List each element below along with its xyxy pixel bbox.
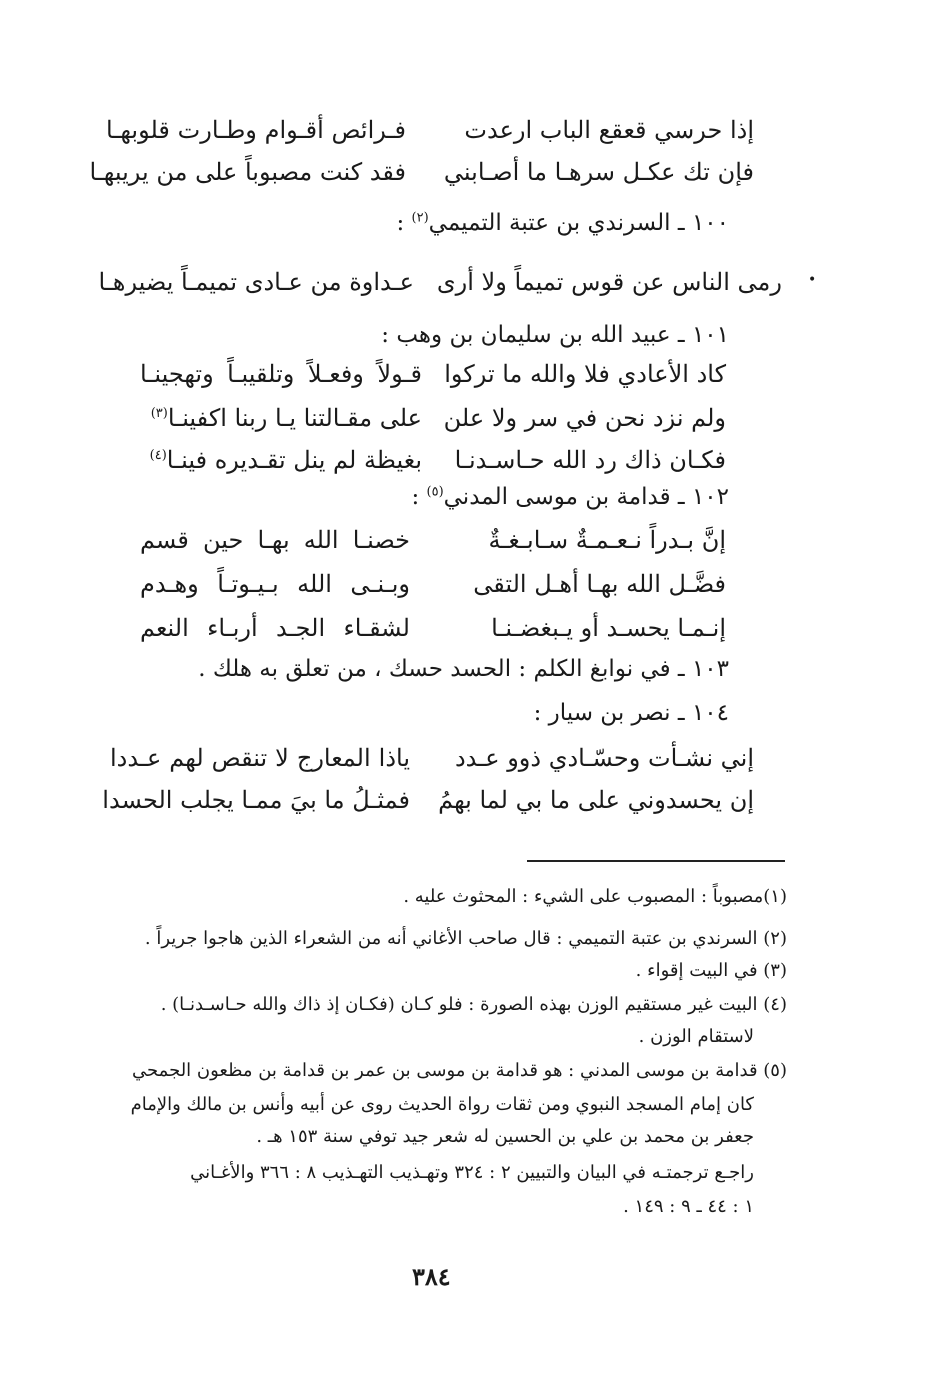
footnote-continuation: لاستقام الوزن . bbox=[638, 1026, 754, 1047]
page-number: ٣٨٤ bbox=[412, 1262, 451, 1291]
footnote: (٢) السرندي بن عتبة التميمي : قال صاحب الأغاني أنه من الشعراء الذين هاجوا جريراً . bbox=[144, 928, 787, 949]
verse-hemistich-right: ولم نزد نحن في سر ولا علن bbox=[443, 404, 726, 432]
footnote-continuation: جعفر بن محمد بن علي بن الحسين له شعر جيد توفي سنة ١٥٣ هـ . bbox=[256, 1126, 754, 1147]
entry-heading-text: ١٠٠ ـ السرندي بن عتبة التميمي bbox=[428, 210, 729, 236]
verse-hemistich-left: وبـنـى الله بـيـوتـاً وهـدم bbox=[140, 570, 410, 598]
footnote-continuation: ١ : ٤٤ ـ ٩ : ١٤٩ . bbox=[623, 1196, 754, 1217]
entry-heading: ١٠٣ ـ في نوابغ الكلم : الحسد حسك ، من تعلق به هلك . bbox=[198, 656, 729, 682]
footnote-continuation: راجـع ترجمتـه في البيان والتبيين ٢ : ٣٢٤ وتهـذيب التهـذيب ٨ : ٣٦٦ والأغـاني bbox=[190, 1162, 754, 1183]
verse-hemistich-left: لشقـاء الجـد أربـاء النعم bbox=[140, 614, 410, 642]
verse-hemistich-left: فقد كنت مصبوباً على من يريبهـا bbox=[89, 158, 406, 186]
footnote-continuation: كان إمام المسجد النبوي ومن ثقات رواة الحديث روى عن أبيه وأنس بن مالك والإمام bbox=[130, 1094, 754, 1115]
verse-hemistich-right: إني نشـأت وحسّـادي ذوو عـدد bbox=[454, 744, 754, 772]
verse-text: على مقـالتنا يـا ربنا اكفينـا bbox=[167, 404, 422, 432]
verse-hemistich-right: إنـمـا يحسـد أو يـبغضـنـا bbox=[491, 614, 726, 642]
verse-hemistich-right: إن يحسدوني على ما بي لما بهمُ bbox=[438, 786, 754, 814]
verse-hemistich-right: إنَّ بـدراً نـعـمـةٌ سـابـغـةٌ bbox=[488, 526, 726, 554]
verse-hemistich-right: فإن تك عكـل سرهـا ما أصـابني bbox=[443, 158, 754, 186]
entry-heading: ١٠١ ـ عبيد الله بن سليمان بن وهب : bbox=[381, 322, 729, 348]
footnote-ref: (٤) bbox=[149, 448, 167, 463]
entry-heading-colon: : bbox=[396, 210, 405, 236]
entry-heading: ١٠٤ ـ نصر بن سيار : bbox=[533, 700, 729, 726]
footnote: (٣) في البيت إقواء . bbox=[635, 960, 787, 981]
footnote-ref: (٣) bbox=[150, 406, 168, 421]
entry-heading-text: ١٠٢ ـ قدامة بن موسى المدني bbox=[443, 484, 729, 510]
footnote: (٥) قدامة بن موسى المدني : هو قدامة بن موسى بن عمر بن قدامة بن مظعون الجمحي bbox=[132, 1060, 787, 1081]
verse-hemistich-right: كاد الأعادي فلا والله ما تركوا bbox=[444, 360, 726, 388]
verse-hemistich-left bbox=[140, 446, 422, 474]
footnote-ref: (٢) bbox=[411, 210, 429, 226]
entry-heading bbox=[396, 210, 729, 236]
entry-heading bbox=[411, 484, 729, 510]
verse-hemistich-right: رمى الناس عن قوس تميماً ولا أرى bbox=[436, 268, 782, 296]
verse-hemistich-left: فمثـلُ ما بيَ ممـا يجلب الحسدا bbox=[102, 786, 410, 814]
footnote-ref: (٥) bbox=[426, 484, 444, 500]
verse-hemistich-right: فكـان ذاك رد الله حـاسـدنـا bbox=[454, 446, 726, 474]
verse-hemistich-right: إذا حرسي قعقع الباب ارعدت bbox=[464, 116, 754, 144]
verse-text: بغيظة لم ينل تقـديره فينـا bbox=[166, 446, 422, 474]
verse-hemistich-left: فـرائص أقـوام وطـارت قلوبهـا bbox=[106, 116, 406, 144]
verse-hemistich-left: قـولاً وفعـلاً وتلقيبـاً وتهجينـا bbox=[140, 360, 422, 388]
entry-heading-colon: : bbox=[411, 484, 420, 510]
footnote-separator bbox=[527, 860, 785, 862]
footnote: (٤) البيت غير مستقيم الوزن بهذه الصورة : فلو كـان (فكـان إذ ذاك والله حـاسـدنـا) . bbox=[160, 994, 787, 1015]
verse-hemistich-left bbox=[140, 404, 422, 432]
stray-mark: • bbox=[808, 272, 817, 288]
footnote: (١)مصبوباً : المصبوب على الشيء : المحثوث عليه . bbox=[403, 886, 787, 907]
verse-hemistich-right: فضَّـل الله بهـا أهـل التقى bbox=[473, 570, 726, 598]
verse-hemistich-left: عـداوة من عـادى تميمـاً يضيرهـا bbox=[98, 268, 414, 296]
verse-hemistich-left: خصنـا الله بهـا حين قسم bbox=[140, 526, 410, 554]
verse-hemistich-left: ياذا المعارج لا تنقص لهم عـددا bbox=[110, 744, 410, 772]
